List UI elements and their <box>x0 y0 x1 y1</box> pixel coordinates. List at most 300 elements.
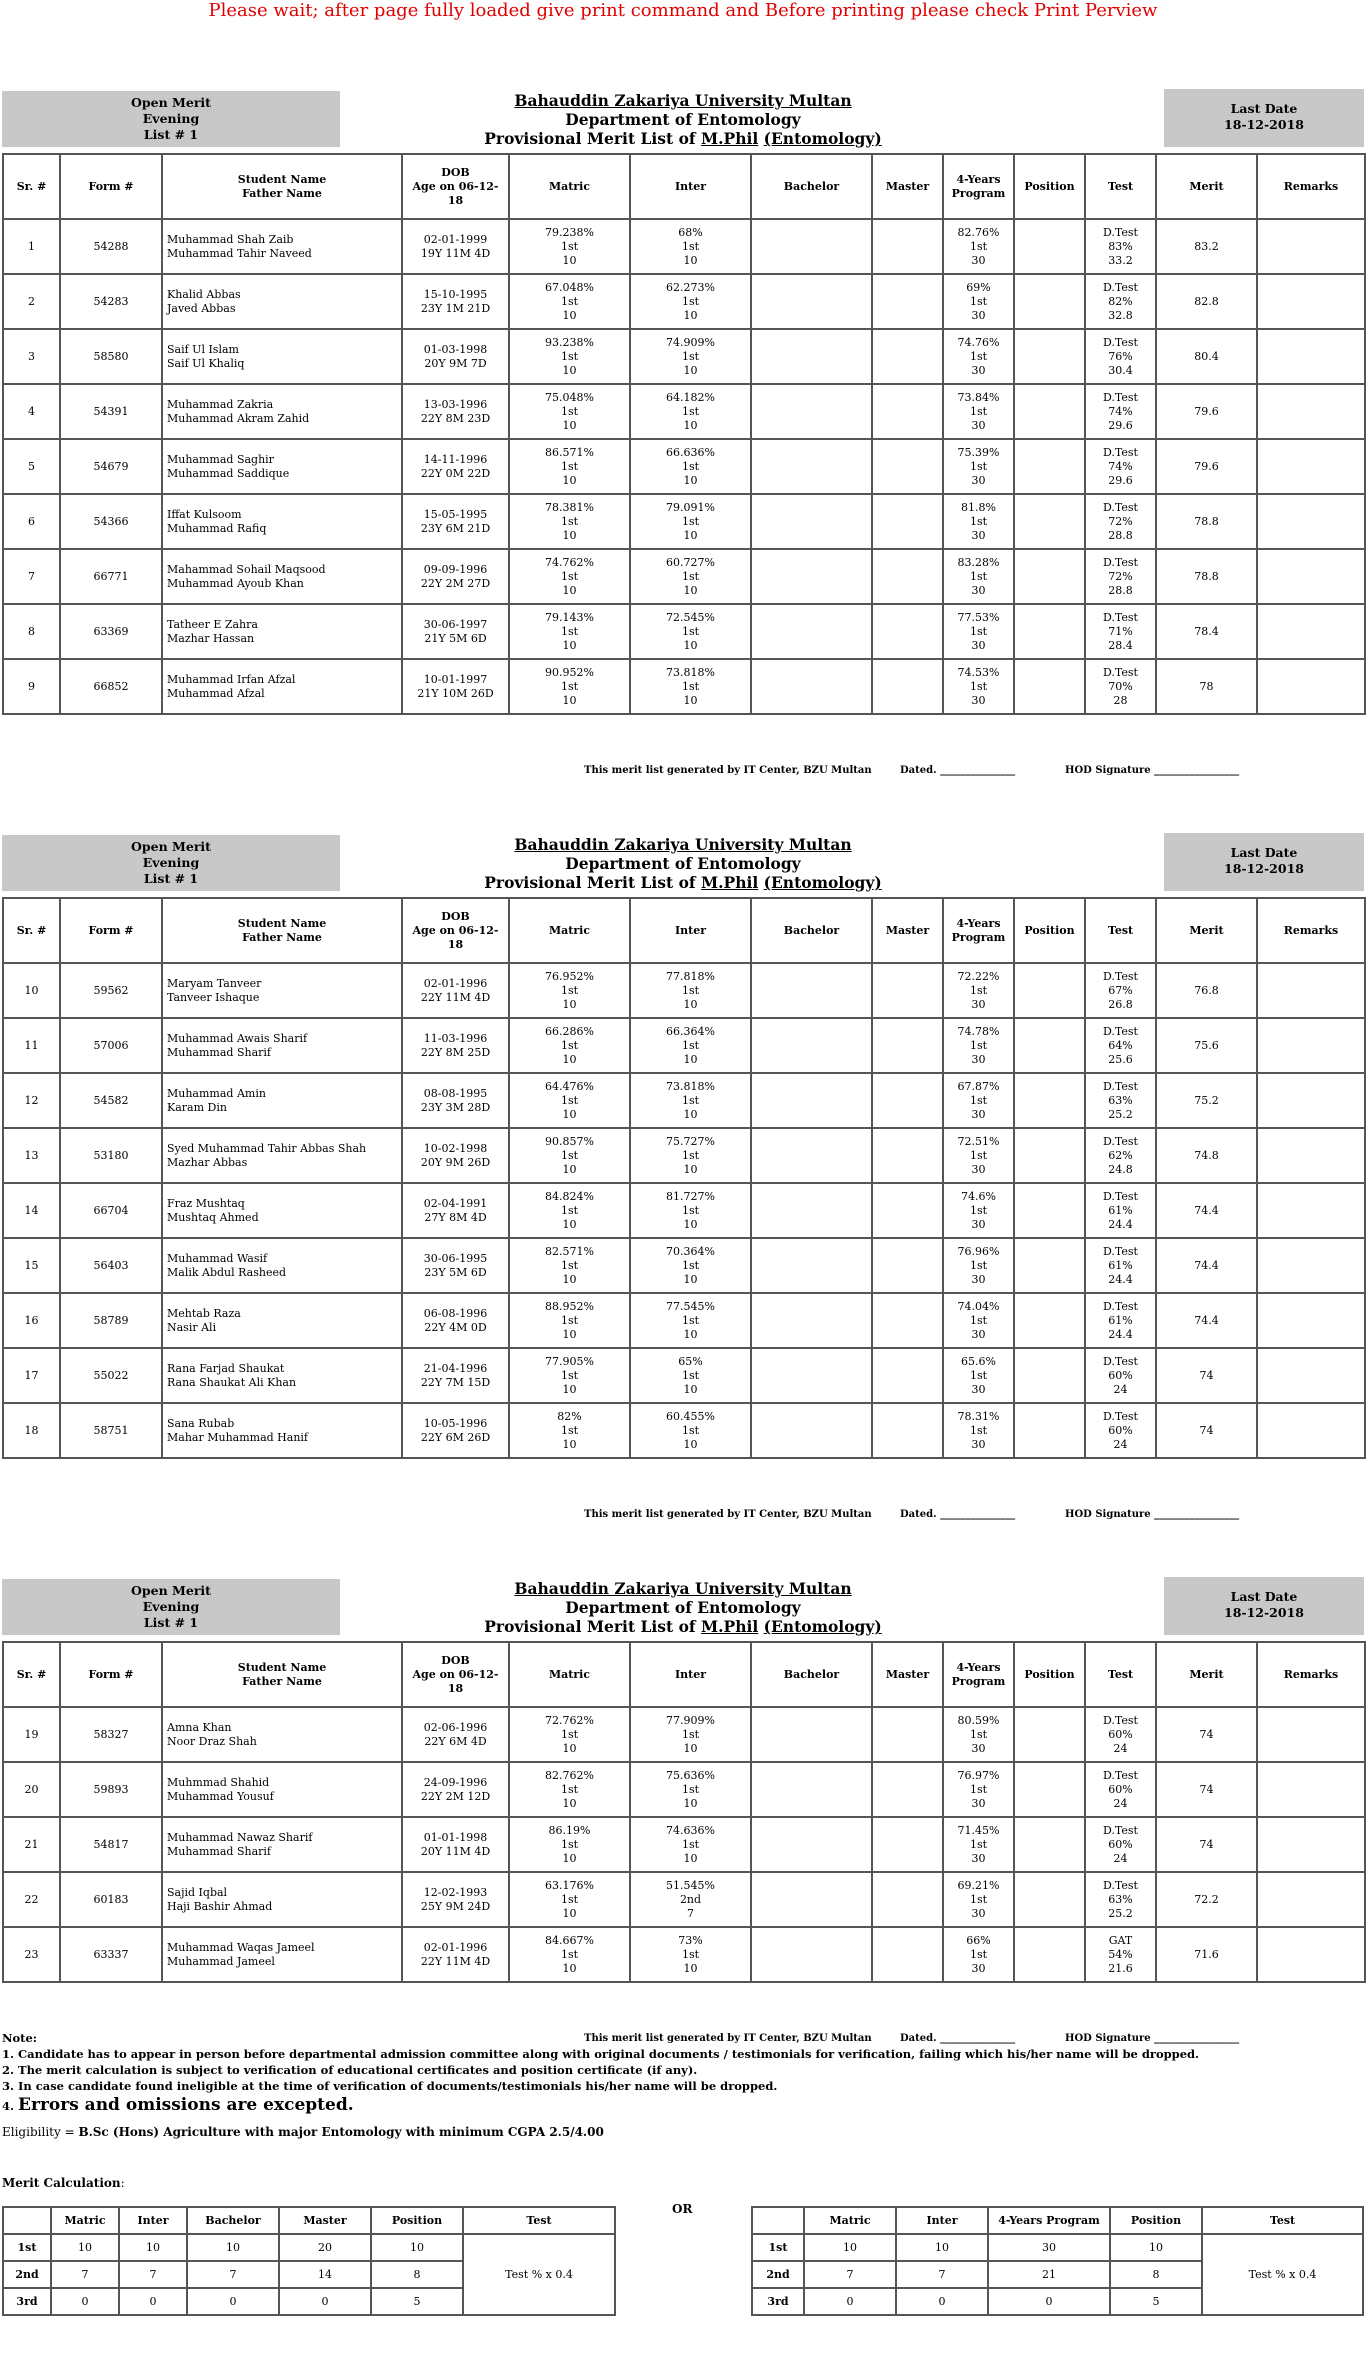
program-cell <box>943 1348 1014 1403</box>
matric-division: 1st <box>560 1093 579 1107</box>
dob-cell <box>402 659 509 714</box>
form-cell: 63369 <box>60 604 162 659</box>
department-name: Department of Entomology <box>565 1598 801 1617</box>
matric-division: 1st <box>560 569 579 583</box>
dob-value: 11-03-1996 <box>423 1031 488 1045</box>
matric-score: 10 <box>562 1906 577 1920</box>
matric-score: 10 <box>562 1052 577 1066</box>
inter-score: 10 <box>683 528 698 542</box>
matric-division: 1st <box>560 404 579 418</box>
program-division: 1st <box>969 1947 988 1961</box>
col-name-student: Student Name <box>237 172 327 186</box>
program-percent: 71.45% <box>957 1823 1000 1837</box>
bachelor-cell <box>751 1183 872 1238</box>
table-row <box>3 1348 1365 1403</box>
father-name: Haji Bashir Ahmad <box>167 1899 273 1913</box>
matric-percent: 79.238% <box>545 225 594 239</box>
last-date-label: Last Date <box>1230 101 1298 116</box>
col-dob <box>402 154 509 219</box>
matric-division: 1st <box>560 1203 579 1217</box>
table-body <box>3 1707 1365 1982</box>
name-cell <box>162 439 402 494</box>
document-title <box>342 1579 1024 1636</box>
title-prefix: Provisional Merit List of <box>484 129 701 148</box>
matric-cell <box>509 1073 630 1128</box>
calc2-cell: 5 <box>1110 2288 1202 2315</box>
position-cell <box>1014 1018 1085 1073</box>
calc1-header-1: Matric <box>51 2207 119 2234</box>
table-row <box>3 659 1365 714</box>
dob-cell <box>402 1073 509 1128</box>
inter-score: 10 <box>683 1851 698 1865</box>
sr-cell: 9 <box>3 659 60 714</box>
remarks-cell <box>1257 1073 1365 1128</box>
master-cell <box>872 384 943 439</box>
matric-division: 1st <box>560 1727 579 1741</box>
father-name: Mushtaq Ahmed <box>167 1210 259 1224</box>
matric-percent: 90.857% <box>545 1134 594 1148</box>
open-merit-label: Open Merit <box>131 95 211 110</box>
col-test: Test <box>1085 898 1156 963</box>
matric-percent: 88.952% <box>545 1299 594 1313</box>
matric-score: 10 <box>562 1382 577 1396</box>
position-cell <box>1014 1762 1085 1817</box>
program-score: 30 <box>971 583 986 597</box>
dob-value: 30-06-1997 <box>423 617 488 631</box>
inter-score: 10 <box>683 997 698 1011</box>
program-division: 1st <box>969 1892 988 1906</box>
table-header-row <box>3 154 1365 219</box>
test-score: 28.4 <box>1108 638 1133 652</box>
matric-division: 1st <box>560 1313 579 1327</box>
name-cell <box>162 1348 402 1403</box>
age-value: 23Y 6M 21D <box>420 521 491 535</box>
program-division: 1st <box>969 1423 988 1437</box>
matric-cell <box>509 494 630 549</box>
note-item-1: 1. Candidate has to appear in person before departmental admission committee along with original documents / testimonials for verification, failing which his/her name will be dropped. <box>2 2047 1200 2061</box>
father-name: Mahar Muhammad Hanif <box>167 1430 308 1444</box>
program-division: 1st <box>969 514 988 528</box>
inter-percent: 64.182% <box>666 390 715 404</box>
form-cell: 54391 <box>60 384 162 439</box>
col-matric: Matric <box>509 1642 630 1707</box>
father-name: Muhammad Akram Zahid <box>167 411 310 425</box>
name-cell <box>162 494 402 549</box>
evening-label: Evening <box>142 111 200 126</box>
inter-cell <box>630 1018 751 1073</box>
inter-score: 10 <box>683 1327 698 1341</box>
remarks-cell <box>1257 1348 1365 1403</box>
last-date-value: 18-12-2018 <box>1224 117 1304 132</box>
dob-cell <box>402 274 509 329</box>
name-cell <box>162 274 402 329</box>
matric-percent: 64.476% <box>545 1079 594 1093</box>
matric-score: 10 <box>562 583 577 597</box>
merit-cell: 78.4 <box>1156 604 1257 659</box>
dob-value: 13-03-1996 <box>423 397 488 411</box>
test-score: 25.2 <box>1108 1906 1133 1920</box>
calc2-cell: 21 <box>988 2261 1110 2288</box>
bachelor-cell <box>751 1707 872 1762</box>
test-type: D.Test <box>1103 1823 1138 1837</box>
dob-value: 02-01-1999 <box>423 232 488 246</box>
program-percent: 80.59% <box>957 1713 1000 1727</box>
col-age-label: Age on 06-12-18 <box>412 179 499 207</box>
inter-cell <box>630 274 751 329</box>
merit-section <box>2 85 1364 795</box>
test-type: D.Test <box>1103 610 1138 624</box>
col-position: Position <box>1014 898 1085 963</box>
position-cell <box>1014 329 1085 384</box>
calc1-cell: 8 <box>371 2261 463 2288</box>
program-percent: 77.53% <box>957 610 1000 624</box>
matric-division: 1st <box>560 1038 579 1052</box>
dob-value: 10-05-1996 <box>423 1416 488 1430</box>
matric-score: 10 <box>562 1217 577 1231</box>
calc2-header-0 <box>752 2207 804 2234</box>
program-score: 30 <box>971 997 986 1011</box>
dob-cell <box>402 1403 509 1458</box>
calc1-row <box>3 2234 615 2261</box>
test-percent: 60% <box>1108 1423 1133 1437</box>
test-percent: 60% <box>1108 1782 1133 1796</box>
program-percent: 74.78% <box>957 1024 1000 1038</box>
merit-cell: 74.8 <box>1156 1128 1257 1183</box>
evening-label: Evening <box>142 1599 200 1614</box>
program-percent: 76.96% <box>957 1244 1000 1258</box>
matric-cell <box>509 1927 630 1982</box>
note-item-2: 2. The merit calculation is subject to verification of educational certificates and position certificate (if any). <box>2 2063 698 2077</box>
program-cell <box>943 329 1014 384</box>
calc2-division: 3rd <box>752 2288 804 2315</box>
last-date-box <box>1164 833 1364 891</box>
form-cell: 54582 <box>60 1073 162 1128</box>
test-cell <box>1085 219 1156 274</box>
calc1-cell: 5 <box>371 2288 463 2315</box>
inter-percent: 77.909% <box>666 1713 715 1727</box>
program-score: 30 <box>971 1162 986 1176</box>
matric-division: 1st <box>560 1837 579 1851</box>
master-cell <box>872 1817 943 1872</box>
hod-signature-field: HOD Signature _________________ <box>1065 1509 1240 1520</box>
calc1-header-row <box>3 2207 615 2234</box>
test-type: D.Test <box>1103 335 1138 349</box>
matric-score: 10 <box>562 363 577 377</box>
inter-division: 1st <box>681 624 700 638</box>
col-matric: Matric <box>509 898 630 963</box>
test-percent: 72% <box>1108 514 1133 528</box>
matric-score: 10 <box>562 1796 577 1810</box>
list-number-label: List # 1 <box>143 1615 199 1630</box>
table-header-row <box>3 1642 1365 1707</box>
eligibility-label: Eligibility = <box>2 2125 79 2139</box>
test-type: D.Test <box>1103 555 1138 569</box>
sr-cell: 19 <box>3 1707 60 1762</box>
merit-section <box>2 829 1364 1539</box>
col-form: Form # <box>60 898 162 963</box>
inter-cell <box>630 549 751 604</box>
calc2-cell: 0 <box>804 2288 896 2315</box>
matric-percent: 86.19% <box>548 1823 591 1837</box>
test-score: 24 <box>1113 1437 1128 1451</box>
merit-list-title <box>342 1617 1024 1636</box>
matric-cell <box>509 1183 630 1238</box>
merit-calculation-colon: : <box>120 2176 125 2190</box>
student-name: Iffat Kulsoom <box>167 507 242 521</box>
father-name: Nasir Ali <box>167 1320 217 1334</box>
program-percent: 78.31% <box>957 1409 1000 1423</box>
bachelor-cell <box>751 604 872 659</box>
merit-cell: 72.2 <box>1156 1872 1257 1927</box>
student-name: Muhammad Saghir <box>167 452 274 466</box>
test-score: 24 <box>1113 1741 1128 1755</box>
age-value: 22Y 8M 25D <box>420 1045 491 1059</box>
test-type: D.Test <box>1103 500 1138 514</box>
test-score: 24.4 <box>1108 1327 1133 1341</box>
program-percent: 67.87% <box>957 1079 1000 1093</box>
col-dob-label: DOB <box>441 909 470 923</box>
master-cell <box>872 329 943 384</box>
table-row <box>3 1293 1365 1348</box>
table-row <box>3 1872 1365 1927</box>
program-division: 1st <box>969 239 988 253</box>
program-score: 30 <box>971 473 986 487</box>
program-cell <box>943 1073 1014 1128</box>
test-score: 30.4 <box>1108 363 1133 377</box>
position-cell <box>1014 1238 1085 1293</box>
remarks-cell <box>1257 439 1365 494</box>
col-merit: Merit <box>1156 1642 1257 1707</box>
age-value: 22Y 6M 26D <box>420 1430 491 1444</box>
col-bachelor: Bachelor <box>751 154 872 219</box>
calc2-header-row <box>752 2207 1363 2234</box>
merit-calculation-text: Merit Calculation <box>2 2176 121 2190</box>
table-row <box>3 1707 1365 1762</box>
calc1-division: 2nd <box>3 2261 51 2288</box>
program-division: 1st <box>969 1727 988 1741</box>
matric-percent: 66.286% <box>545 1024 594 1038</box>
test-type: D.Test <box>1103 1244 1138 1258</box>
form-cell: 54679 <box>60 439 162 494</box>
age-value: 22Y 2M 12D <box>420 1789 491 1803</box>
remarks-cell <box>1257 963 1365 1018</box>
program-division: 1st <box>969 1093 988 1107</box>
section-header <box>2 1573 1364 1637</box>
calc1-cell: 10 <box>187 2234 279 2261</box>
col-dob <box>402 898 509 963</box>
student-name: Muhammad Shah Zaib <box>167 232 294 246</box>
inter-cell <box>630 1293 751 1348</box>
merit-cell: 76.8 <box>1156 963 1257 1018</box>
table-row <box>3 1762 1365 1817</box>
open-merit-box <box>2 835 340 891</box>
name-cell <box>162 1238 402 1293</box>
matric-division: 1st <box>560 1258 579 1272</box>
test-cell <box>1085 1872 1156 1927</box>
form-cell: 53180 <box>60 1128 162 1183</box>
inter-cell <box>630 1872 751 1927</box>
form-cell: 60183 <box>60 1872 162 1927</box>
test-type: D.Test <box>1103 1189 1138 1203</box>
bachelor-cell <box>751 329 872 384</box>
title-subject: (Entomology) <box>763 129 882 148</box>
calc2-header-5: Test <box>1202 2207 1363 2234</box>
program-cell <box>943 384 1014 439</box>
merit-calc-table-1 <box>2 2206 616 2316</box>
table-header-row <box>3 898 1365 963</box>
col-name-student: Student Name <box>237 916 327 930</box>
dob-cell <box>402 549 509 604</box>
remarks-cell <box>1257 384 1365 439</box>
inter-score: 10 <box>683 638 698 652</box>
calc1-cell: 10 <box>51 2234 119 2261</box>
age-value: 21Y 10M 26D <box>417 686 494 700</box>
table-row <box>3 329 1365 384</box>
remarks-cell <box>1257 549 1365 604</box>
name-cell <box>162 1128 402 1183</box>
program-division: 1st <box>969 1368 988 1382</box>
test-percent: 54% <box>1108 1947 1133 1961</box>
dob-value: 02-06-1996 <box>423 1720 488 1734</box>
test-score: 21.6 <box>1108 1961 1133 1975</box>
table-row <box>3 549 1365 604</box>
master-cell <box>872 549 943 604</box>
name-cell <box>162 1073 402 1128</box>
test-score: 32.8 <box>1108 308 1133 322</box>
bachelor-cell <box>751 1403 872 1458</box>
student-name: Rana Farjad Shaukat <box>167 1361 285 1375</box>
test-percent: 63% <box>1108 1892 1133 1906</box>
inter-division: 1st <box>681 1782 700 1796</box>
dob-cell <box>402 219 509 274</box>
table-row <box>3 1403 1365 1458</box>
inter-percent: 74.909% <box>666 335 715 349</box>
bachelor-cell <box>751 659 872 714</box>
matric-score: 10 <box>562 638 577 652</box>
program-score: 30 <box>971 1107 986 1121</box>
merit-section <box>2 1573 1364 2063</box>
form-cell: 58580 <box>60 329 162 384</box>
inter-division: 1st <box>681 1947 700 1961</box>
position-cell <box>1014 274 1085 329</box>
form-cell: 59893 <box>60 1762 162 1817</box>
remarks-cell <box>1257 1183 1365 1238</box>
form-cell: 66704 <box>60 1183 162 1238</box>
inter-percent: 74.636% <box>666 1823 715 1837</box>
col-sr: Sr. # <box>3 1642 60 1707</box>
inter-score: 10 <box>683 1741 698 1755</box>
university-name: Bahauddin Zakariya University Multan <box>514 1579 852 1598</box>
program-cell <box>943 1238 1014 1293</box>
remarks-cell <box>1257 1128 1365 1183</box>
dob-cell <box>402 1293 509 1348</box>
test-percent: 61% <box>1108 1203 1133 1217</box>
program-score: 30 <box>971 1382 986 1396</box>
father-name: Malik Abdul Rasheed <box>167 1265 287 1279</box>
bachelor-cell <box>751 1128 872 1183</box>
inter-score: 10 <box>683 418 698 432</box>
program-cell <box>943 1872 1014 1927</box>
test-score: 28.8 <box>1108 583 1133 597</box>
program-cell <box>943 1927 1014 1982</box>
program-division: 1st <box>969 294 988 308</box>
test-percent: 61% <box>1108 1258 1133 1272</box>
col-master: Master <box>872 154 943 219</box>
sr-cell: 22 <box>3 1872 60 1927</box>
age-value: 21Y 5M 6D <box>424 631 487 645</box>
age-value: 22Y 4M 0D <box>424 1320 487 1334</box>
test-cell <box>1085 1128 1156 1183</box>
father-name: Muhammad Jameel <box>167 1954 275 1968</box>
program-division: 1st <box>969 1203 988 1217</box>
calc2-test-formula: Test % x 0.4 <box>1202 2234 1363 2315</box>
calc1-test-formula: Test % x 0.4 <box>463 2234 615 2315</box>
program-score: 30 <box>971 308 986 322</box>
generated-note: This merit list generated by IT Center, BZU Multan <box>584 765 872 776</box>
program-cell <box>943 604 1014 659</box>
title-program: M.Phil <box>700 129 759 148</box>
test-cell <box>1085 1073 1156 1128</box>
inter-cell <box>630 384 751 439</box>
table-row <box>3 1183 1365 1238</box>
program-score: 30 <box>971 528 986 542</box>
program-cell <box>943 659 1014 714</box>
matric-cell <box>509 1018 630 1073</box>
program-percent: 83.28% <box>957 555 1000 569</box>
hod-signature-field: HOD Signature _________________ <box>1065 765 1240 776</box>
student-name: Saif Ul Islam <box>167 342 239 356</box>
dob-cell <box>402 1817 509 1872</box>
test-score: 24 <box>1113 1851 1128 1865</box>
dob-cell <box>402 384 509 439</box>
program-percent: 74.53% <box>957 665 1000 679</box>
name-cell <box>162 1927 402 1982</box>
age-value: 20Y 9M 7D <box>424 356 487 370</box>
dob-value: 10-01-1997 <box>423 672 488 686</box>
col-name <box>162 1642 402 1707</box>
matric-division: 1st <box>560 1148 579 1162</box>
program-division: 1st <box>969 1038 988 1052</box>
merit-cell: 74.4 <box>1156 1293 1257 1348</box>
master-cell <box>872 439 943 494</box>
eligibility-line <box>2 2125 604 2139</box>
name-cell <box>162 1293 402 1348</box>
merit-calc-table-2 <box>751 2206 1364 2316</box>
program-cell <box>943 494 1014 549</box>
last-date-label: Last Date <box>1230 1589 1298 1604</box>
master-cell <box>872 1403 943 1458</box>
master-cell <box>872 1872 943 1927</box>
student-name: Khalid Abbas <box>167 287 241 301</box>
or-label: OR <box>672 2202 693 2216</box>
father-name: Rana Shaukat Ali Khan <box>167 1375 297 1389</box>
student-name: Muhammad Waqas Jameel <box>167 1940 315 1954</box>
sr-cell: 15 <box>3 1238 60 1293</box>
merit-cell: 74 <box>1156 1817 1257 1872</box>
dob-cell <box>402 1927 509 1982</box>
dob-value: 30-06-1995 <box>423 1251 488 1265</box>
matric-score: 10 <box>562 1162 577 1176</box>
test-type: D.Test <box>1103 1409 1138 1423</box>
matric-division: 1st <box>560 1782 579 1796</box>
table-row <box>3 1018 1365 1073</box>
bachelor-cell <box>751 1293 872 1348</box>
merit-cell: 75.2 <box>1156 1073 1257 1128</box>
merit-cell: 74.4 <box>1156 1238 1257 1293</box>
remarks-cell <box>1257 1872 1365 1927</box>
merit-calculation-label <box>2 2176 125 2190</box>
program-percent: 73.84% <box>957 390 1000 404</box>
